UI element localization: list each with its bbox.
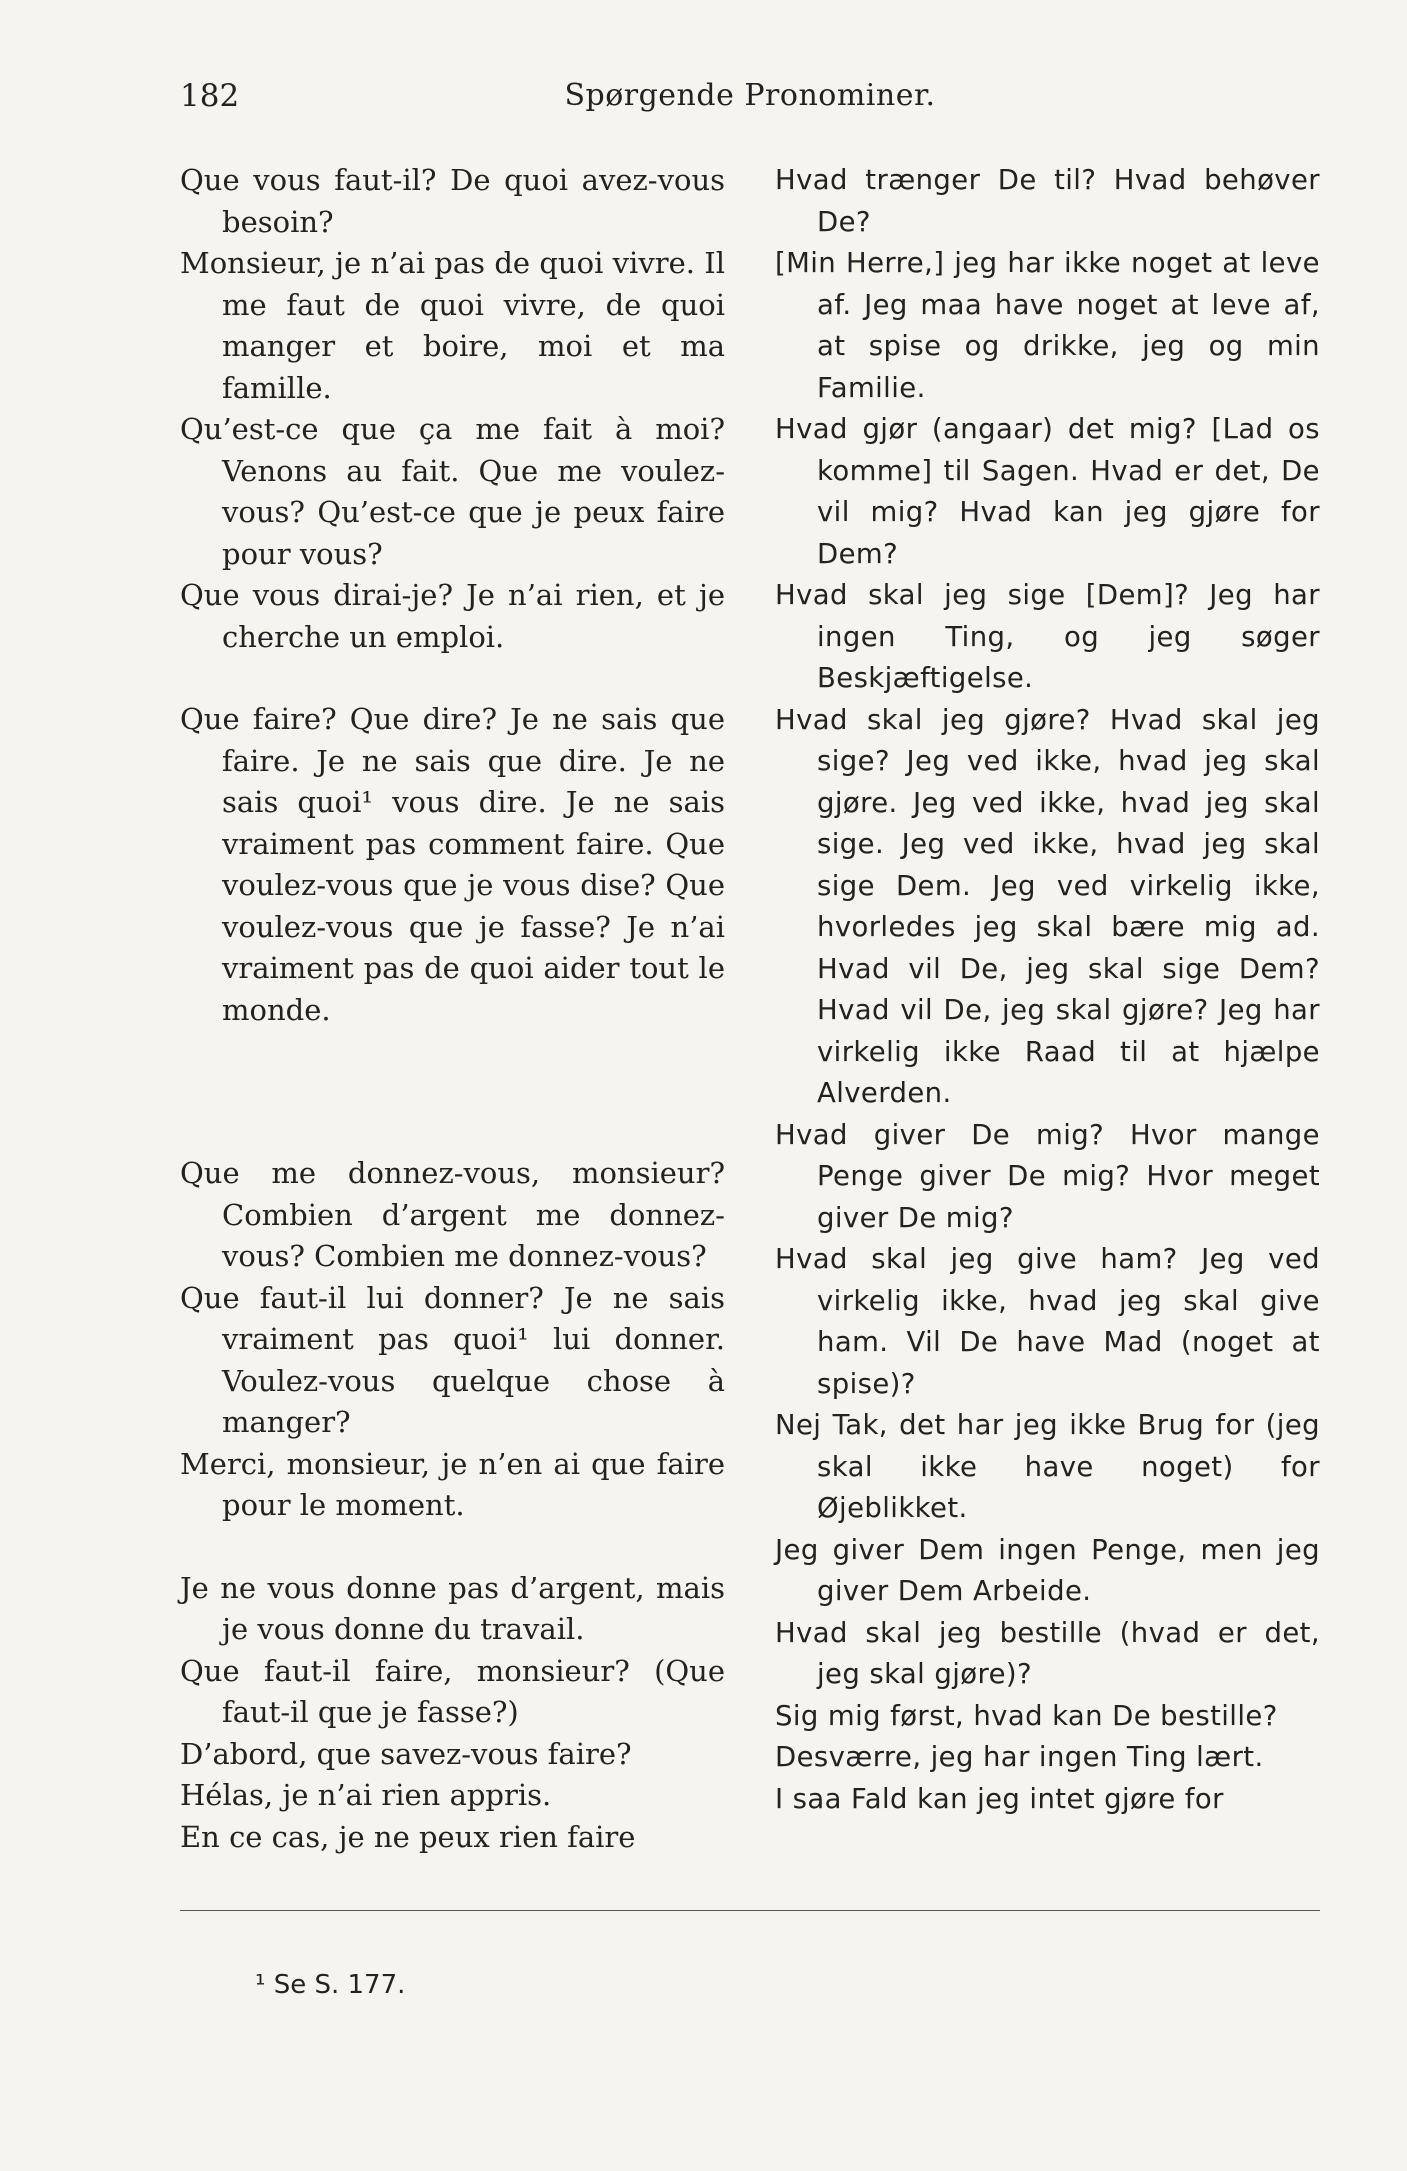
danish-entry: Jeg giver Dem ingen Penge, men jeg giver Dem Arbeide.: [775, 1533, 1320, 1607]
danish-entry: Hvad skal jeg gjøre? Hvad skal jeg sige? Jeg ved ikke, hvad jeg skal gjøre. Jeg ved ikke, hvad jeg skal sige. Jeg ved ikke, hvad jeg skal sige Dem. Jeg ved virkelig ikke, hvorledes jeg skal bære mig ad. Hvad vil De, jeg skal sige Dem? Hvad vil De, jeg skal gjøre? Jeg har virkelig ikke Raad til at hjælpe Alverden.: [775, 703, 1320, 1109]
french-entry: En ce cas, je ne peux rien faire: [180, 1819, 636, 1854]
danish-entry: I saa Fald kan jeg intet gjøre for: [775, 1782, 1224, 1815]
french-entry: Que faut-il faire, monsieur? (Que faut-il que je fasse?): [180, 1653, 725, 1729]
page-number: 182: [180, 78, 240, 114]
danish-entry: Sig mig først, hvad kan De bestille?: [775, 1699, 1278, 1732]
french-entry: Que me donnez-vous, monsieur? Combien d’argent me donnez-vous? Combien me donnez-vous?: [180, 1156, 725, 1273]
danish-entry: Hvad gjør (angaar) det mig? [Lad os komme] til Sagen. Hvad er det, De vil mig? Hvad kan jeg gjøre for Dem?: [775, 413, 1320, 570]
french-entry: Que faut-il lui donner? Je ne sais vraiment pas quoi¹ lui donner. Voulez-vous quelque chose à manger?: [180, 1280, 725, 1439]
danish-entry: Hvad skal jeg sige [Dem]? Jeg har ingen Ting, og jeg søger Beskjæftigelse.: [775, 579, 1320, 694]
french-entry: Que vous faut-il? De quoi avez-vous besoin?: [180, 163, 725, 239]
french-entry: Que vous dirai-je? Je n’ai rien, et je cherche un emploi.: [180, 578, 725, 654]
french-entry: Que faire? Que dire? Je ne sais que faire. Je ne sais que dire. Je ne sais quoi¹ vous dire. Je ne sais vraiment pas comment faire. Que voulez-vous que je vous dise? Que voulez-vous que je fasse? Je n’ai vraiment pas de quoi aider tout le monde.: [180, 702, 725, 1027]
footnote: ¹ Se S. 177.: [255, 1970, 406, 2000]
footnote-divider: [180, 1910, 1320, 1911]
danish-entry: Hvad giver De mig? Hvor mange Penge giver De mig? Hvor meget giver De mig?: [775, 1118, 1320, 1234]
danish-entry: Hvad skal jeg give ham? Jeg ved virkelig ikke, hvad jeg skal give ham. Vil De have Mad (noget at spise)?: [775, 1243, 1320, 1400]
french-column: [180, 160, 725, 1858]
page-header: [180, 78, 1320, 118]
danish-entry: [Min Herre,] jeg har ikke noget at leve af. Jeg maa have noget at leve af, at spise og drikke, jeg og min Familie.: [775, 247, 1320, 404]
danish-entry: Hvad trænger De til? Hvad behøver De?: [775, 164, 1320, 238]
running-title: Spørgende Pronominer.: [564, 78, 936, 113]
french-entry: Merci, monsieur, je n’en ai que faire pour le moment.: [180, 1446, 725, 1522]
danish-column: [775, 160, 1320, 1820]
danish-entry: Nej Tak, det har jeg ikke Brug for (jeg skal ikke have noget) for Øjeblikket.: [775, 1409, 1320, 1524]
french-entry: Hélas, je n’ai rien appris.: [180, 1778, 552, 1812]
french-entry: D’abord, que savez-vous faire?: [180, 1736, 632, 1771]
french-entry: Je ne vous donne pas d’argent, mais je vous donne du travail.: [180, 1570, 725, 1646]
danish-entry: Hvad skal jeg bestille (hvad er det, jeg skal gjøre)?: [775, 1616, 1320, 1690]
french-entry: Qu’est-ce que ça me fait à moi? Venons au fait. Que me voulez-vous? Qu’est-ce que je peux faire pour vous?: [180, 412, 725, 571]
french-entry: Monsieur, je n’ai pas de quoi vivre. Il me faut de quoi vivre, de quoi manger et boire, moi et ma famille.: [180, 246, 725, 405]
danish-entry: Desværre, jeg har ingen Ting lært.: [775, 1741, 1264, 1773]
